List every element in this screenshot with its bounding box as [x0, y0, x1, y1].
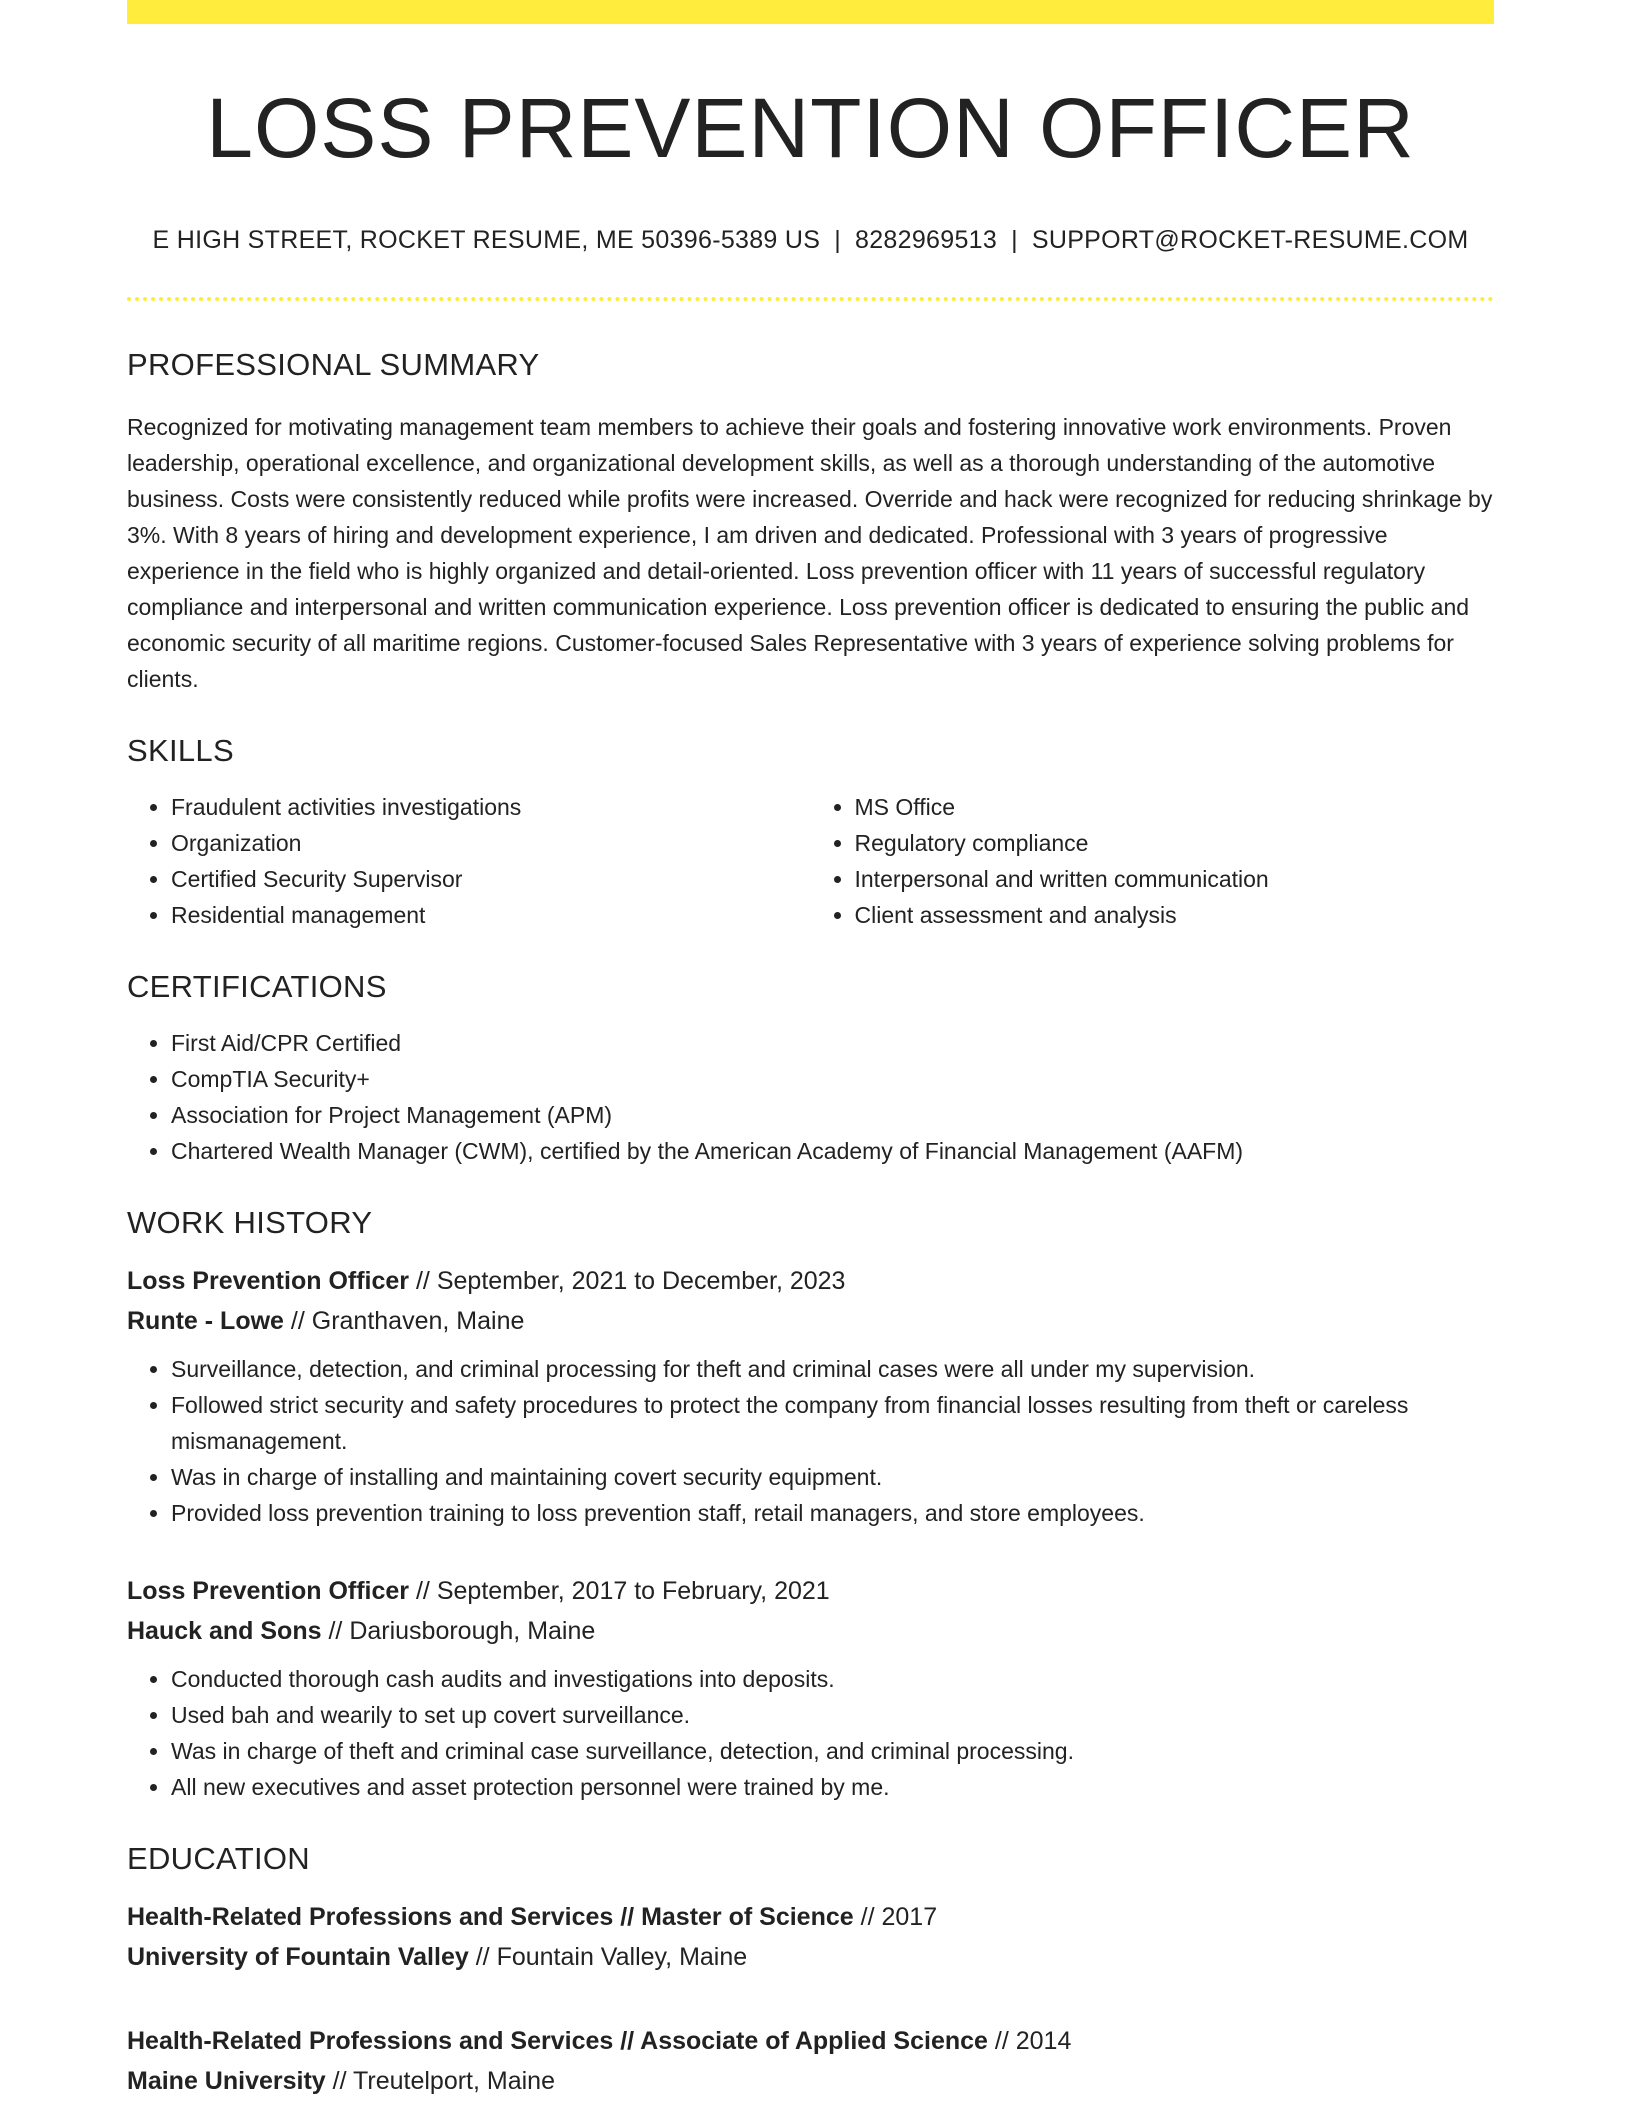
education-entry	[127, 2021, 1494, 2101]
education-separator: //	[994, 2027, 1009, 2056]
education-location: Treutelport, Maine	[353, 2067, 555, 2096]
job-bullet: • Surveillance, detection, and criminal processing for theft and criminal cases were all under my supervision.	[171, 1351, 1494, 1387]
job-location: Dariusborough, Maine	[349, 1617, 596, 1646]
job-bullet: • Followed strict security and safety procedures to protect the company from financial losses resulting from theft or careless mismanagement.	[171, 1387, 1494, 1459]
job-bullet: • All new executives and asset protection personnel were trained by me.	[171, 1769, 1494, 1805]
summary-heading: PROFESSIONAL SUMMARY	[127, 347, 540, 383]
education-section	[127, 1841, 1494, 2101]
skills-section	[127, 733, 1494, 933]
certifications-heading: CERTIFICATIONS	[127, 969, 387, 1005]
education-year: 2017	[881, 1903, 938, 1932]
contact-separator: |	[1011, 226, 1018, 255]
skill-item: • MS Office	[855, 789, 1495, 825]
skill-item: • Regulatory compliance	[855, 825, 1495, 861]
job-separator: //	[328, 1617, 343, 1646]
job-company: Hauck and Sons	[127, 1617, 322, 1646]
job-entry	[127, 1571, 1494, 1805]
education-school-line	[127, 1937, 1494, 1977]
education-degree: Health-Related Professions and Services // Master of Science	[127, 1903, 854, 1932]
skill-item: • Fraudulent activities investigations	[171, 789, 811, 825]
resume-page	[127, 0, 1494, 2101]
contact-email: SUPPORT@ROCKET-RESUME.COM	[1031, 226, 1469, 255]
summary-text: Recognized for motivating management team members to achieve their goals and fostering innovative work environments. Proven leadership, operational excellence, and organizational development skills, as well as a thorough understanding of the automotive business. Costs were consistently reduced while profits were increased. Override and hack were recognized for reducing shrinkage by 3%. With 8 years of hiring and development experience, I am driven and dedicated. Professional with 3 years of progressive experience in the field who is highly organized and detail-oriented. Loss prevention officer with 11 years of successful regulatory compliance and interpersonal and written communication experience. Loss prevention officer is dedicated to ensuring the public and economic security of all maritime regions. Customer-focused Sales Representative with 3 years of experience solving problems for clients.	[127, 414, 1493, 693]
job-bullet: • Provided loss prevention training to loss prevention staff, retail managers, and store employees.	[171, 1495, 1494, 1531]
skill-item: • Interpersonal and written communication	[855, 861, 1495, 897]
candidate-title: LOSS PREVENTION OFFICER	[206, 81, 1415, 175]
education-separator: //	[332, 2067, 347, 2096]
education-heading: EDUCATION	[127, 1841, 310, 1877]
work-history-section	[127, 1205, 1494, 1805]
job-bullets	[127, 1661, 1494, 1805]
job-bullet: • Was in charge of installing and maintaining covert security equipment.	[171, 1459, 1494, 1495]
certifications-section	[127, 969, 1494, 1169]
job-dates: September, 2017 to February, 2021	[436, 1577, 830, 1606]
education-degree: Health-Related Professions and Services // Associate of Applied Science	[127, 2027, 988, 2056]
contact-address: E HIGH STREET, ROCKET RESUME, ME 50396-5389 US	[152, 226, 821, 255]
job-bullets	[127, 1351, 1494, 1531]
education-separator: //	[860, 1903, 875, 1932]
job-bullet: • Used bah and wearily to set up covert surveillance.	[171, 1697, 1494, 1733]
job-bullet: • Was in charge of theft and criminal case surveillance, detection, and criminal processing.	[171, 1733, 1494, 1769]
education-location: Fountain Valley, Maine	[496, 1943, 748, 1972]
education-school: Maine University	[127, 2067, 326, 2096]
education-degree-line	[127, 2021, 1494, 2061]
certifications-list	[127, 1025, 1494, 1169]
job-separator: //	[415, 1577, 430, 1606]
education-year: 2014	[1015, 2027, 1072, 2056]
education-separator: //	[475, 1943, 490, 1972]
contact-phone: 8282969513	[855, 226, 998, 255]
skills-grid	[127, 789, 1494, 933]
certification-item: • Association for Project Management (APM)	[171, 1097, 1494, 1133]
job-location: Granthaven, Maine	[311, 1307, 525, 1336]
skills-list-left	[127, 789, 811, 933]
skill-item: • Organization	[171, 825, 811, 861]
job-entry	[127, 1261, 1494, 1531]
job-role: Loss Prevention Officer	[127, 1577, 410, 1606]
certification-item: • First Aid/CPR Certified	[171, 1025, 1494, 1061]
job-bullet: • Conducted thorough cash audits and investigations into deposits.	[171, 1661, 1494, 1697]
skills-list-right	[811, 789, 1495, 933]
skill-item: • Certified Security Supervisor	[171, 861, 811, 897]
top-accent-bar	[127, 0, 1494, 24]
work-history-heading: WORK HISTORY	[127, 1205, 373, 1241]
job-role: Loss Prevention Officer	[127, 1267, 410, 1296]
job-separator: //	[415, 1267, 430, 1296]
skill-item: • Client assessment and analysis	[855, 897, 1495, 933]
contact-line	[127, 226, 1494, 255]
skill-item: • Residential management	[171, 897, 811, 933]
job-company-line	[127, 1611, 1494, 1651]
job-company: Runte - Lowe	[127, 1307, 284, 1336]
job-company-line	[127, 1301, 1494, 1341]
skills-heading: SKILLS	[127, 733, 234, 769]
education-entry	[127, 1897, 1494, 1977]
contact-separator: |	[834, 226, 842, 255]
certification-item: • Chartered Wealth Manager (CWM), certified by the American Academy of Financial Management (AAFM)	[171, 1133, 1494, 1169]
job-separator: //	[290, 1307, 305, 1336]
dotted-divider	[127, 297, 1494, 301]
job-dates: September, 2021 to December, 2023	[436, 1267, 846, 1296]
job-role-line	[127, 1261, 1494, 1301]
certification-item: • CompTIA Security+	[171, 1061, 1494, 1097]
education-school-line	[127, 2061, 1494, 2101]
job-role-line	[127, 1571, 1494, 1611]
education-degree-line	[127, 1897, 1494, 1937]
education-school: University of Fountain Valley	[127, 1943, 469, 1972]
